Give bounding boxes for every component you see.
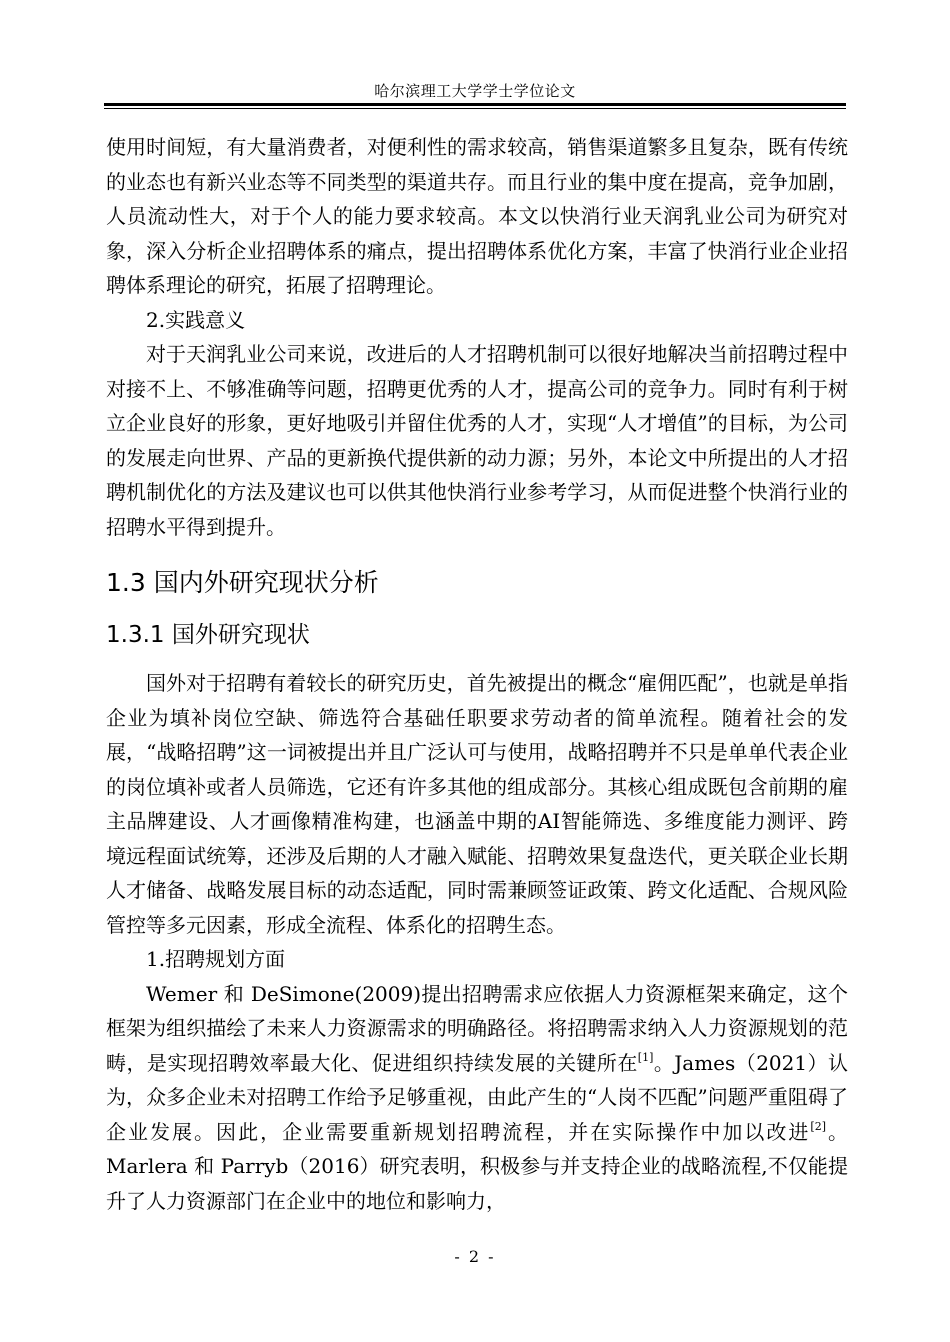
citation-ref-2: [2] [810,1119,826,1133]
running-header: 哈尔滨理工大学学士学位论文 [374,82,576,100]
page-number: - 2 - [454,1247,496,1266]
paragraph-text-part-2: 。James（2021）认为，众多企业未对招聘工作给予足够重视，由此产生的“人岗不匹配”问题严重阻碍了企业发展。因此，企业需要重新规划招聘流程，并在实际操作中加以改进 [106,1050,848,1144]
citation-ref-1: [1] [637,1050,654,1064]
paragraph-practical-significance: 对于天润乳业公司来说，改进后的人才招聘机制可以很好地解决当前招聘过程中对接不上、不够准确等问题，招聘更优秀的人才，提高公司的竞争力。同时有利于树立企业良好的形象，更好地吸引并留住优秀的人才，实现“人才增值”的目标，为公司的发展走向世界、产品的更新换代提供新的动力源；另外，本论文中所提出的人才招聘机制优化的方法及建议也可以供其他快消行业参考学习，从而促进整个快消行业的招聘水平得到提升。 [106,342,848,539]
paragraph-text-part-3: 。Marlera 和 Parryb（2016）研究表明，积极参与并支持企业的战略流程,不仅能提升了人力资源部门在企业中的地位和影响力， [106,1119,849,1213]
header-rule-thin [104,108,846,109]
paragraph-recruitment-planning [106,977,848,1219]
section-heading-1-3-1: 1.3.1 国外研究现状 [106,622,310,648]
paragraph-significance-theory-end: 使用时间短，有大量消费者，对便利性的需求较高，销售渠道繁多且复杂，既有传统的业态也有新兴业态等不同类型的渠道共存。而且行业的集中度在提高，竞争加剧，人员流动性大，对于个人的能力要求较高。本文以快消行业天润乳业公司为研究对象，深入分析企业招聘体系的痛点，提出招聘体系优化方案，丰富了快消行业企业招聘体系理论的研究，拓展了招聘理论。 [106,135,848,297]
header-rule-thick [104,103,846,106]
paragraph-recruitment-planning-heading: 1.招聘规划方面 [146,947,286,971]
paragraph-text-part-1: Wemer 和 DeSimone(2009)提出招聘需求应依据人力资源框架来确定，这个框架为组织描绘了未来人力资源需求的明确路径。将招聘需求纳入人力资源规划的范畴，是实现招聘效率最大化、促进组织持续发展的关键所在 [106,981,848,1075]
page-body [106,130,848,1218]
paragraph-foreign-research: 国外对于招聘有着较长的研究历史，首先被提出的概念“雇佣匹配”，也就是单指企业为填补岗位空缺、筛选符合基础任职要求劳动者的简单流程。随着社会的发展，“战略招聘”这一词被提出并且广泛认可与使用，战略招聘并不只是单单代表企业的岗位填补或者人员筛选，它还有许多其他的组成部分。其核心组成既包含前期的雇主品牌建设、人才画像精准构建，也涵盖中期的AI智能筛选、多维度能力测评、跨境远程面试统筹，还涉及后期的人才融入赋能、招聘效果复盘迭代，更关联企业长期人才储备、战略发展目标的动态适配，同时需兼顾签证政策、跨文化适配、合规风险管控等多元因素，形成全流程、体系化的招聘生态。 [106,671,848,937]
section-heading-1-3: 1.3 国内外研究现状分析 [106,568,379,597]
paragraph-practical-heading: 2.实践意义 [146,307,246,332]
